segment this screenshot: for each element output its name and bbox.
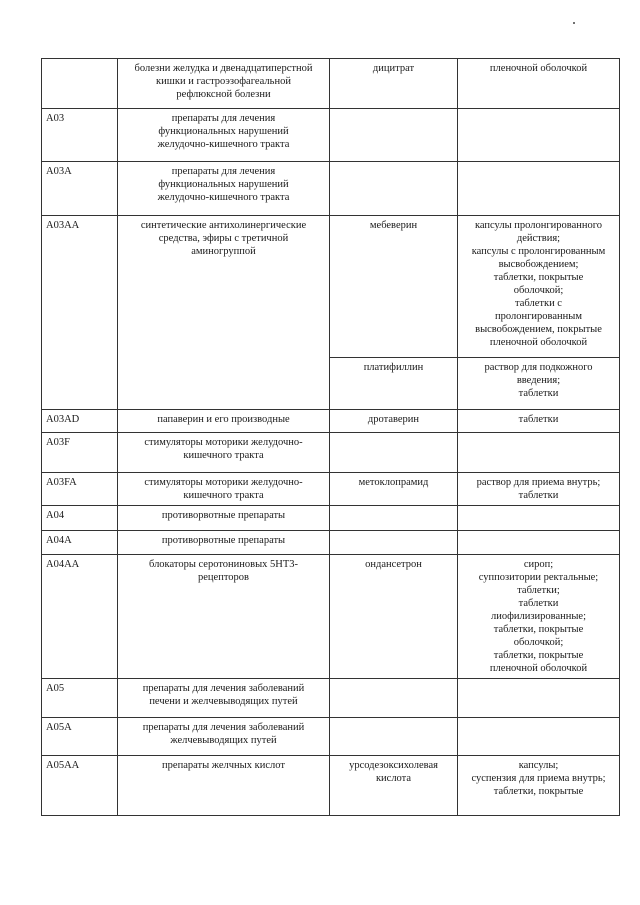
text-line: урсодезоксихолевая: [349, 760, 438, 771]
text-line: раствор для приема внутрь;: [476, 477, 601, 488]
text-line: раствор для подкожного: [484, 362, 593, 373]
text-line: лиофилизированные;: [490, 611, 586, 622]
dosage-form-cell: [458, 756, 620, 816]
text-line: капсулы пролонгированного: [474, 220, 603, 231]
text-line: ондансетрон: [365, 559, 422, 570]
table-row: [42, 433, 620, 473]
atc-code-cell: A03FA: [42, 473, 118, 506]
text-line: кислота: [375, 773, 412, 784]
text-line: препараты для лечения заболеваний: [142, 722, 305, 733]
atc-code-cell: A05A: [42, 718, 118, 756]
table-row: [42, 59, 620, 109]
atc-code-cell: A03: [42, 109, 118, 162]
drug-name-cell: [330, 410, 458, 433]
group-name-cell: [118, 433, 330, 473]
text-line: таблетки: [518, 414, 559, 425]
drug-name-cell: [330, 506, 458, 531]
dosage-form-cell: [458, 216, 620, 358]
dosage-form-cell: [458, 433, 620, 473]
text-line: синтетические антихолинергические: [140, 220, 307, 231]
text-line: таблетки с: [515, 298, 562, 309]
text-line: противорвотные препараты: [161, 510, 286, 521]
text-line: сироп;: [523, 559, 554, 570]
table-row: [42, 473, 620, 506]
group-name-cell: [118, 679, 330, 718]
drug-name-cell: [330, 718, 458, 756]
drug-name-cell: [330, 555, 458, 679]
text-line: дротаверин: [367, 414, 420, 425]
text-line: кишечного тракта: [183, 490, 264, 501]
text-line: капсулы с пролонгированным: [471, 246, 606, 257]
group-name-cell: [118, 410, 330, 433]
text-line: метоклопрамид: [358, 477, 429, 488]
text-line: кишки и гастроэзофагеальной: [156, 76, 291, 87]
text-line: таблетки, покрытые: [493, 624, 584, 635]
text-line: введения;: [516, 375, 561, 386]
text-line: рецепторов: [198, 572, 249, 583]
text-line: препараты для лечения: [171, 166, 276, 177]
text-line: таблетки, покрытые: [493, 650, 584, 661]
atc-code-cell: A05: [42, 679, 118, 718]
table-row: [42, 410, 620, 433]
drug-name-cell: [330, 473, 458, 506]
group-name-cell: [118, 756, 330, 816]
drug-name-cell: [330, 679, 458, 718]
drug-name-cell: [330, 433, 458, 473]
drug-name-cell: [330, 358, 458, 410]
text-line: желудочно-кишечного тракта: [157, 192, 290, 203]
text-line: функциональных нарушений: [158, 179, 289, 190]
text-line: желудочно-кишечного тракта: [157, 139, 290, 150]
group-name-cell: [118, 555, 330, 679]
text-line: высвобождением;: [498, 259, 579, 270]
text-line: таблетки: [518, 598, 559, 609]
text-line: стимуляторы моторики желудочно-: [144, 477, 303, 488]
dosage-form-cell: [458, 59, 620, 109]
group-name-cell: [118, 718, 330, 756]
text-line: оболочкой;: [513, 285, 564, 296]
dosage-form-cell: [458, 109, 620, 162]
text-line: таблетки: [518, 490, 559, 501]
dosage-form-cell: [458, 531, 620, 555]
table-row: [42, 555, 620, 679]
text-line: препараты для лечения заболеваний: [142, 683, 305, 694]
atc-code-cell: A04A: [42, 531, 118, 555]
text-line: пленочной оболочкой: [489, 663, 588, 674]
text-line: таблетки: [518, 388, 559, 399]
text-line: дицитрат: [372, 63, 415, 74]
atc-code-cell: [42, 59, 118, 109]
table-row: [42, 531, 620, 555]
atc-code-cell: A04: [42, 506, 118, 531]
text-line: действия;: [516, 233, 561, 244]
text-line: функциональных нарушений: [158, 126, 289, 137]
text-line: суппозитории ректальные;: [478, 572, 599, 583]
text-line: папаверин и его производные: [157, 414, 290, 425]
text-line: средства, эфиры с третичной: [158, 233, 289, 244]
dosage-form-cell: [458, 473, 620, 506]
drug-classification-table: [41, 58, 620, 816]
text-line: платифиллин: [363, 362, 424, 373]
text-line: блокаторы серотониновых 5НТ3-: [148, 559, 299, 570]
text-line: кишечного тракта: [183, 450, 264, 461]
atc-code-cell: A03F: [42, 433, 118, 473]
table-row: [42, 756, 620, 816]
table-row: [42, 718, 620, 756]
text-line: оболочкой;: [513, 637, 564, 648]
table-row: [42, 216, 620, 358]
text-line: аминогруппой: [191, 246, 256, 257]
table-row: [42, 506, 620, 531]
text-line: противорвотные препараты: [161, 535, 286, 546]
text-line: препараты для лечения: [171, 113, 276, 124]
atc-code-cell: A03A: [42, 162, 118, 216]
group-name-cell: [118, 162, 330, 216]
dosage-form-cell: [458, 162, 620, 216]
text-line: мебеверин: [369, 220, 418, 231]
drug-name-cell: [330, 59, 458, 109]
group-name-cell: [118, 473, 330, 506]
drug-name-cell: [330, 756, 458, 816]
group-name-cell: [118, 506, 330, 531]
drug-name-cell: [330, 216, 458, 358]
drug-name-cell: [330, 162, 458, 216]
text-line: рефлюксной болезни: [176, 89, 271, 100]
dosage-form-cell: [458, 718, 620, 756]
atc-code-cell: A03AA: [42, 216, 118, 410]
text-line: высвобождением, покрытые: [475, 324, 602, 335]
table-row: [42, 679, 620, 718]
text-line: печени и желчевыводящих путей: [149, 696, 298, 707]
table-row: [42, 109, 620, 162]
text-line: пленочной оболочкой: [489, 63, 588, 74]
text-line: пленочной оболочкой: [489, 337, 588, 348]
group-name-cell: [118, 216, 330, 410]
text-line: пролонгированным: [495, 311, 582, 322]
dosage-form-cell: [458, 679, 620, 718]
dosage-form-cell: [458, 555, 620, 679]
dosage-form-cell: [458, 410, 620, 433]
text-line: стимуляторы моторики желудочно-: [144, 437, 303, 448]
drug-name-cell: [330, 109, 458, 162]
group-name-cell: [118, 109, 330, 162]
text-line: капсулы;: [518, 760, 559, 771]
text-line: таблетки, покрытые: [493, 786, 584, 797]
atc-code-cell: A05AA: [42, 756, 118, 816]
text-line: препараты желчных кислот: [162, 760, 285, 771]
text-line: болезни желудка и двенадцатиперстной: [134, 63, 313, 74]
table-row: [42, 162, 620, 216]
group-name-cell: [118, 59, 330, 109]
text-line: таблетки, покрытые: [493, 272, 584, 283]
atc-code-cell: A03AD: [42, 410, 118, 433]
table-body: [42, 59, 620, 816]
dosage-form-cell: [458, 358, 620, 410]
scan-speck: [573, 22, 575, 24]
text-line: таблетки;: [517, 585, 560, 596]
dosage-form-cell: [458, 506, 620, 531]
text-line: желчевыводящих путей: [170, 735, 277, 746]
group-name-cell: [118, 531, 330, 555]
text-line: суспензия для приема внутрь;: [471, 773, 606, 784]
atc-code-cell: A04AA: [42, 555, 118, 679]
drug-name-cell: [330, 531, 458, 555]
